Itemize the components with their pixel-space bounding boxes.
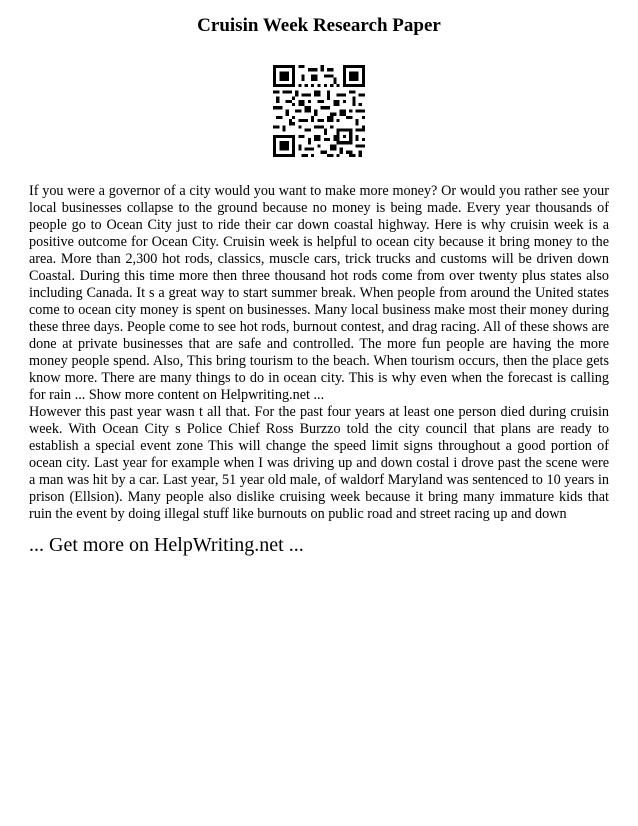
body-text <box>29 183 609 523</box>
get-more-link[interactable]: ... Get more on HelpWriting.net ... <box>29 534 304 556</box>
qr-code-icon <box>273 65 365 157</box>
paragraph: However this past year wasn t all that. For the past four years at least one person died during cruisin week. With Ocean City s Police Chief Ross Burzzo told the city council that plans are ready to establish a special event zone This will change the speed limit signs throughout a good portion of ocean city. Last year for example when I was driving up and down costal i drove past the scene were a man was hit by a car. Last year, 51 year old male, of waldorf Maryland was sentenced to 10 years in prison (Ellsion). Many people also dislike cruising week because it bring many immature kids that ruin the event by doing illegal stuff like burnouts on public road and street racing up and down <box>29 404 609 522</box>
paragraph: If you were a governor of a city would you want to make more money? Or would you rather see your local businesses collapse to the ground because no money is being made. Every year thousands of people go to Ocean City just to ride their car down coastal highway. Here is why cruisin week is a positive outcome for Ocean City. Cruisin week is helpful to ocean city because it bring money to the area. More than 2,300 hot rods, classics, muscle cars, trick trucks and customs will be driven down Coastal. During this time more then three thousand hot rods come from over twenty plus states also including Canada. It s a great way to start summer break. When people from around the United states come to ocean city money is spent on businesses. Many local business make most their money during these three days. People come to see hot rods, burnout contest, and drag racing. All of these shows are done at private businesses that are safe and controlled. The more fun people are having the more money people spend. Also, This bring tourism to the beach. When tourism occurs, then the place gets know more. There are many things to do in ocean city. This is why even when the forecast is calling for rain ... Show more content on Helpwriting.net ... <box>29 183 609 403</box>
page-title: Cruisin Week Research Paper <box>197 15 441 36</box>
